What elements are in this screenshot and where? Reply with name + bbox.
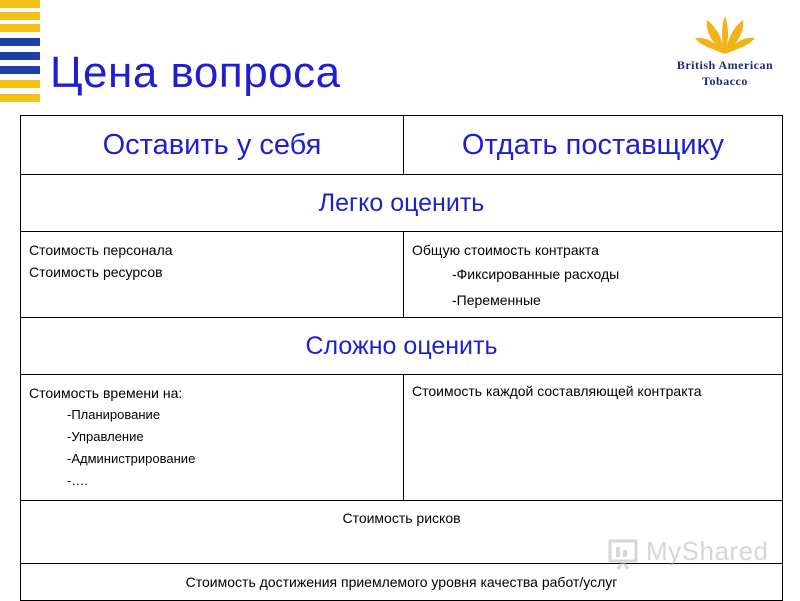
company-logo bbox=[665, 14, 785, 104]
list-subitem: -Переменные bbox=[452, 292, 541, 308]
section-hard: Сложно оценить bbox=[21, 318, 783, 375]
quality-row: Стоимость достижения приемлемого уровня качества работ/услуг bbox=[21, 564, 783, 601]
column-header-outsource: Отдать поставщику bbox=[404, 116, 783, 175]
easy-keep-cell bbox=[21, 232, 404, 318]
easy-outsource-cell bbox=[404, 232, 783, 318]
section-easy: Легко оценить bbox=[21, 175, 783, 232]
page-title: Цена вопроса bbox=[50, 48, 341, 97]
list-subitem: -Планирование bbox=[67, 407, 161, 422]
list-subitem: -Фиксированные расходы bbox=[452, 266, 620, 282]
list-item: Стоимость ресурсов bbox=[29, 264, 163, 280]
list-subitem: -…. bbox=[67, 473, 88, 488]
watermark bbox=[606, 533, 776, 573]
logo-line2: Tobacco bbox=[702, 74, 748, 88]
list-item: Стоимость персонала bbox=[29, 242, 173, 258]
hard-keep-cell bbox=[21, 375, 404, 501]
decorative-stripes bbox=[0, 0, 42, 104]
presentation-board-icon bbox=[606, 535, 642, 571]
list-item: Стоимость каждой составляющей контракта bbox=[412, 383, 702, 399]
logo-line1: British American bbox=[676, 58, 774, 72]
list-subitem: -Администрирование bbox=[67, 451, 196, 466]
watermark-text: MyShared bbox=[646, 536, 769, 566]
leaf-emblem-icon bbox=[695, 14, 755, 56]
column-header-keep: Оставить у себя bbox=[21, 116, 404, 175]
comparison-table bbox=[20, 115, 783, 601]
risks-row: Стоимость рисков bbox=[21, 501, 783, 564]
hard-outsource-cell bbox=[404, 375, 783, 501]
list-item: Стоимость времени на: bbox=[29, 385, 183, 401]
list-item: Общую стоимость контракта bbox=[412, 242, 599, 258]
list-subitem: -Управление bbox=[67, 429, 144, 444]
